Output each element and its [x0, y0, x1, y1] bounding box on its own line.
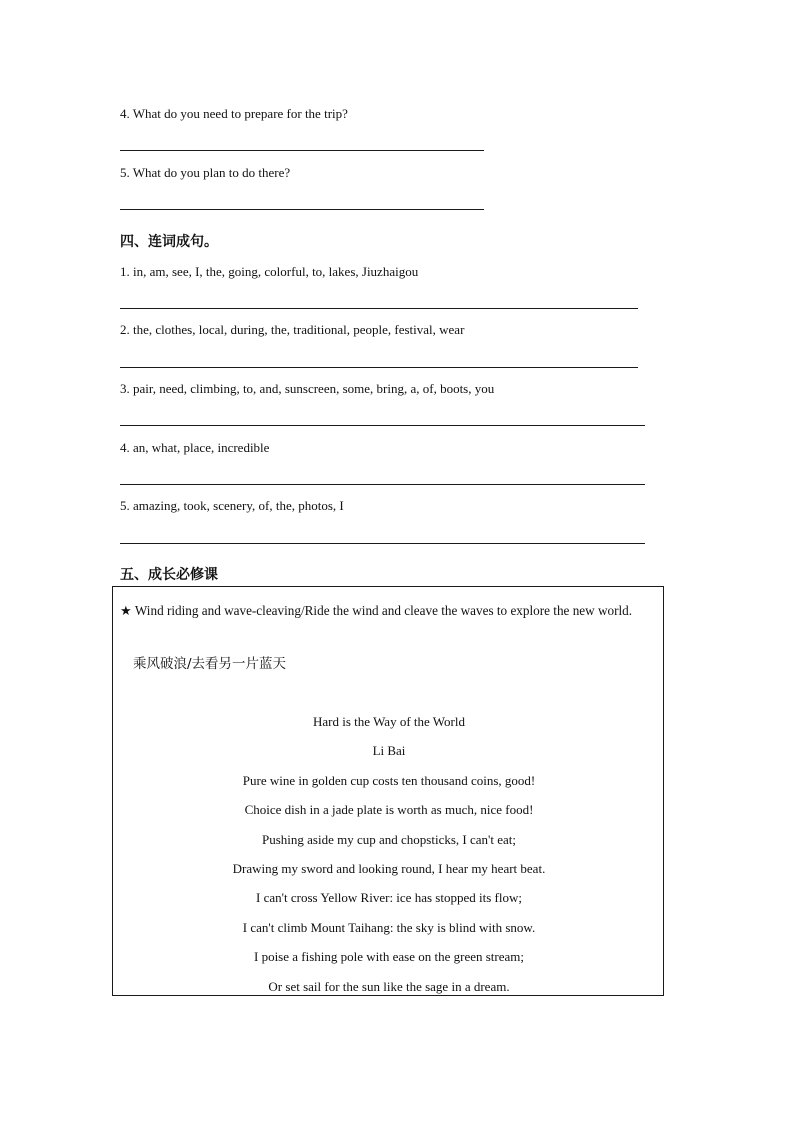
poem-line: I can't cross Yellow River: ice has stopped its flow; — [256, 890, 522, 906]
poem-line: Pushing aside my cup and chopsticks, I can't eat; — [262, 831, 516, 847]
poem-line: I can't climb Mount Taihang: the sky is blind with snow. — [242, 919, 536, 935]
growth-box — [112, 586, 664, 996]
sentence-item-3: 3. pair, need, climbing, to, and, sunscreen, some, bring, a, of, boots, you — [120, 381, 495, 396]
answer-line-s4[interactable] — [120, 484, 645, 485]
poem-line: I poise a fishing pole with ease on the green stream; — [253, 949, 525, 965]
poem-author: Li Bai — [372, 743, 406, 759]
question-5: 5. What do you plan to do there? — [120, 165, 291, 180]
answer-line-s5[interactable] — [120, 543, 645, 544]
poem-line: Choice dish in a jade plate is worth as much, nice food! — [244, 802, 534, 818]
poem-line: Or set sail for the sun like the sage in a dream. — [268, 978, 510, 994]
motto-english — [120, 596, 658, 626]
poem-line: Pure wine in golden cup costs ten thousand coins, good! — [242, 772, 536, 788]
poem — [113, 713, 665, 1007]
sentence-item-2: 2. the, clothes, local, during, the, traditional, people, festival, wear — [120, 322, 465, 337]
star-icon: ★ — [120, 603, 132, 618]
answer-line-s1[interactable] — [120, 308, 638, 309]
motto-chinese: 乘风破浪/去看另一片蓝天 — [133, 656, 287, 672]
poem-title: Hard is the Way of the World — [313, 714, 465, 729]
section-5-heading: 五、成长必修课 — [120, 567, 218, 583]
answer-line-q4[interactable] — [120, 150, 484, 151]
question-4: 4. What do you need to prepare for the trip? — [120, 106, 348, 121]
answer-line-q5[interactable] — [120, 209, 484, 210]
poem-line: Drawing my sword and looking round, I hear my heart beat. — [232, 860, 546, 876]
sentence-item-4: 4. an, what, place, incredible — [120, 440, 270, 455]
answer-line-s3[interactable] — [120, 425, 645, 426]
section-4-heading: 四、连词成句。 — [120, 234, 218, 250]
motto-english-text: Wind riding and wave-cleaving/Ride the wind and cleave the waves to explore the new world. — [134, 603, 633, 618]
sentence-item-5: 5. amazing, took, scenery, of, the, photos, I — [120, 498, 344, 513]
sentence-item-1: 1. in, am, see, I, the, going, colorful, to, lakes, Jiuzhaigou — [120, 264, 419, 279]
answer-line-s2[interactable] — [120, 367, 638, 368]
